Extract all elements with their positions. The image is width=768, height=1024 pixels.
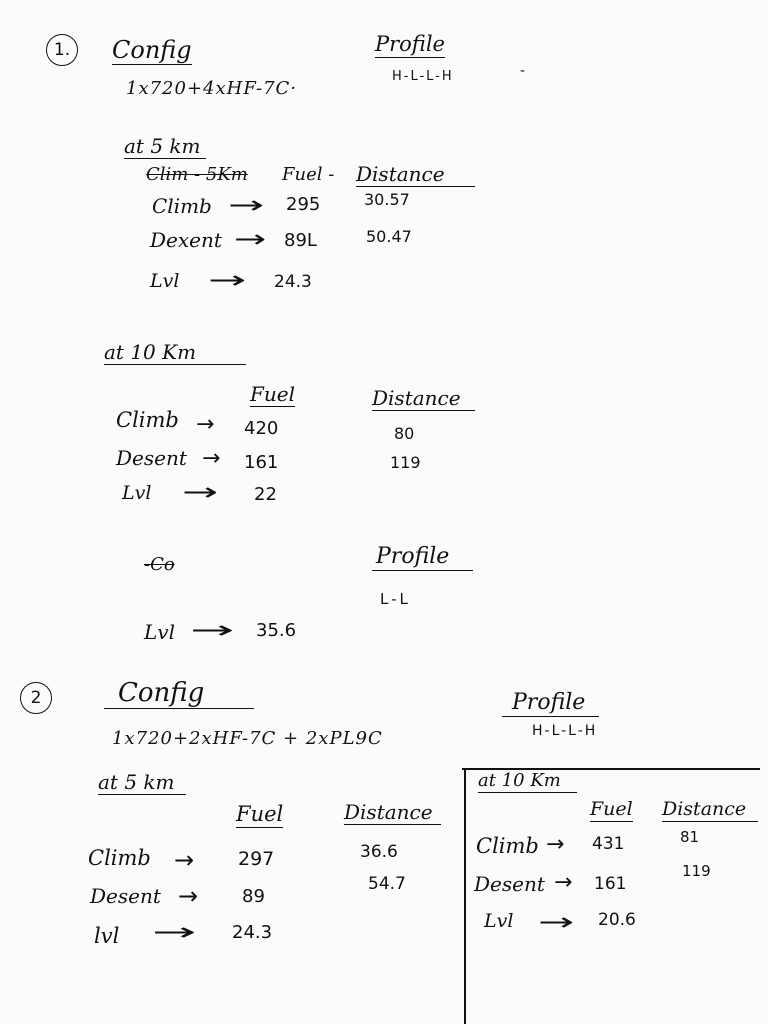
fuel-value: 161	[244, 452, 279, 473]
arrow-icon: →	[234, 225, 267, 253]
column-divider	[464, 770, 466, 1024]
arrow-icon: →	[178, 882, 199, 910]
arrow-icon: →	[554, 870, 573, 895]
distance-value: 119	[682, 862, 711, 880]
profile-value: H-L-L-H	[532, 723, 598, 739]
fuel-header: Fuel	[250, 382, 295, 406]
arrow-icon: →	[190, 616, 235, 644]
profile-value: L-L	[380, 590, 411, 608]
distance-value: 81	[680, 828, 700, 846]
fuel-header: Fuel	[236, 802, 284, 826]
stray-dash: -	[520, 63, 526, 79]
fuel-header: Fuel -	[282, 164, 335, 185]
row-label: Climb	[476, 834, 539, 858]
arrow-icon: →	[182, 478, 219, 506]
arrow-icon: →	[546, 832, 565, 857]
distance-value: 80	[394, 424, 415, 443]
arrow-icon: →	[538, 908, 575, 936]
row-label: Climb	[88, 846, 151, 870]
fuel-value: 420	[244, 418, 279, 439]
row-label: Climb	[152, 194, 212, 218]
row-label: Lvl	[144, 620, 175, 644]
struck-header: Clim - 5Km	[146, 164, 248, 185]
arrow-icon: →	[196, 412, 215, 437]
config-value: 1x720+2xHF-7C + 2xPL9C	[112, 728, 383, 749]
fuel-value: 24.3	[274, 272, 312, 292]
config-heading: Config	[112, 36, 192, 64]
fuel-value: 20.6	[598, 910, 636, 930]
arrow-icon: →	[174, 846, 195, 874]
section-number-1: 1.	[46, 34, 78, 66]
arrow-icon: →	[152, 918, 197, 946]
row-label: lvl	[94, 924, 120, 948]
distance-value: 36.6	[360, 842, 398, 862]
section-number-2: 2	[20, 682, 52, 714]
distance-value: 119	[390, 453, 421, 472]
fuel-value: 297	[238, 848, 275, 870]
fuel-value: 161	[594, 874, 627, 894]
profile-heading: Profile	[372, 546, 473, 571]
at-5km-heading: at 5 km	[98, 772, 186, 795]
profile-value: H-L-L-H	[392, 69, 454, 84]
config-value: 1x720+4xHF-7C·	[126, 78, 298, 99]
arrow-icon: →	[208, 266, 247, 294]
fuel-header: Fuel	[590, 798, 633, 820]
row-label: Lvl	[150, 270, 180, 292]
config-heading: Config	[104, 680, 254, 709]
at-10km-heading: at 10 Km	[104, 342, 246, 365]
fuel-value: 89L	[284, 230, 317, 251]
distance-header: Distance	[356, 164, 475, 187]
at-5km-heading: at 5 km	[124, 136, 206, 159]
at-10km-heading: at 10 Km	[478, 772, 577, 793]
row-label: Climb	[116, 408, 179, 432]
struck-word: -Co	[144, 554, 175, 575]
fuel-value: 22	[254, 484, 277, 505]
fuel-value: 89	[242, 886, 265, 907]
distance-header: Distance	[344, 802, 441, 825]
row-label: Lvl	[484, 910, 514, 932]
profile-heading: Profile	[502, 692, 599, 717]
fuel-value: 295	[286, 194, 321, 215]
fuel-value: 431	[592, 834, 625, 854]
distance-value: 50.47	[366, 227, 412, 246]
row-label: Desent	[474, 872, 545, 896]
arrow-icon: →	[202, 446, 221, 471]
distance-value: 54.7	[368, 874, 406, 894]
fuel-value: 35.6	[256, 620, 297, 641]
row-label: Dexent	[150, 228, 222, 252]
row-label: Desent	[116, 446, 187, 470]
fuel-value: 24.3	[232, 922, 273, 943]
profile-heading: Profile	[375, 32, 445, 56]
distance-header: Distance	[372, 388, 475, 411]
distance-header: Distance	[662, 800, 758, 822]
row-label: Lvl	[122, 482, 152, 504]
distance-value: 30.57	[364, 190, 410, 209]
row-label: Desent	[90, 884, 161, 908]
arrow-icon: →	[228, 191, 265, 219]
